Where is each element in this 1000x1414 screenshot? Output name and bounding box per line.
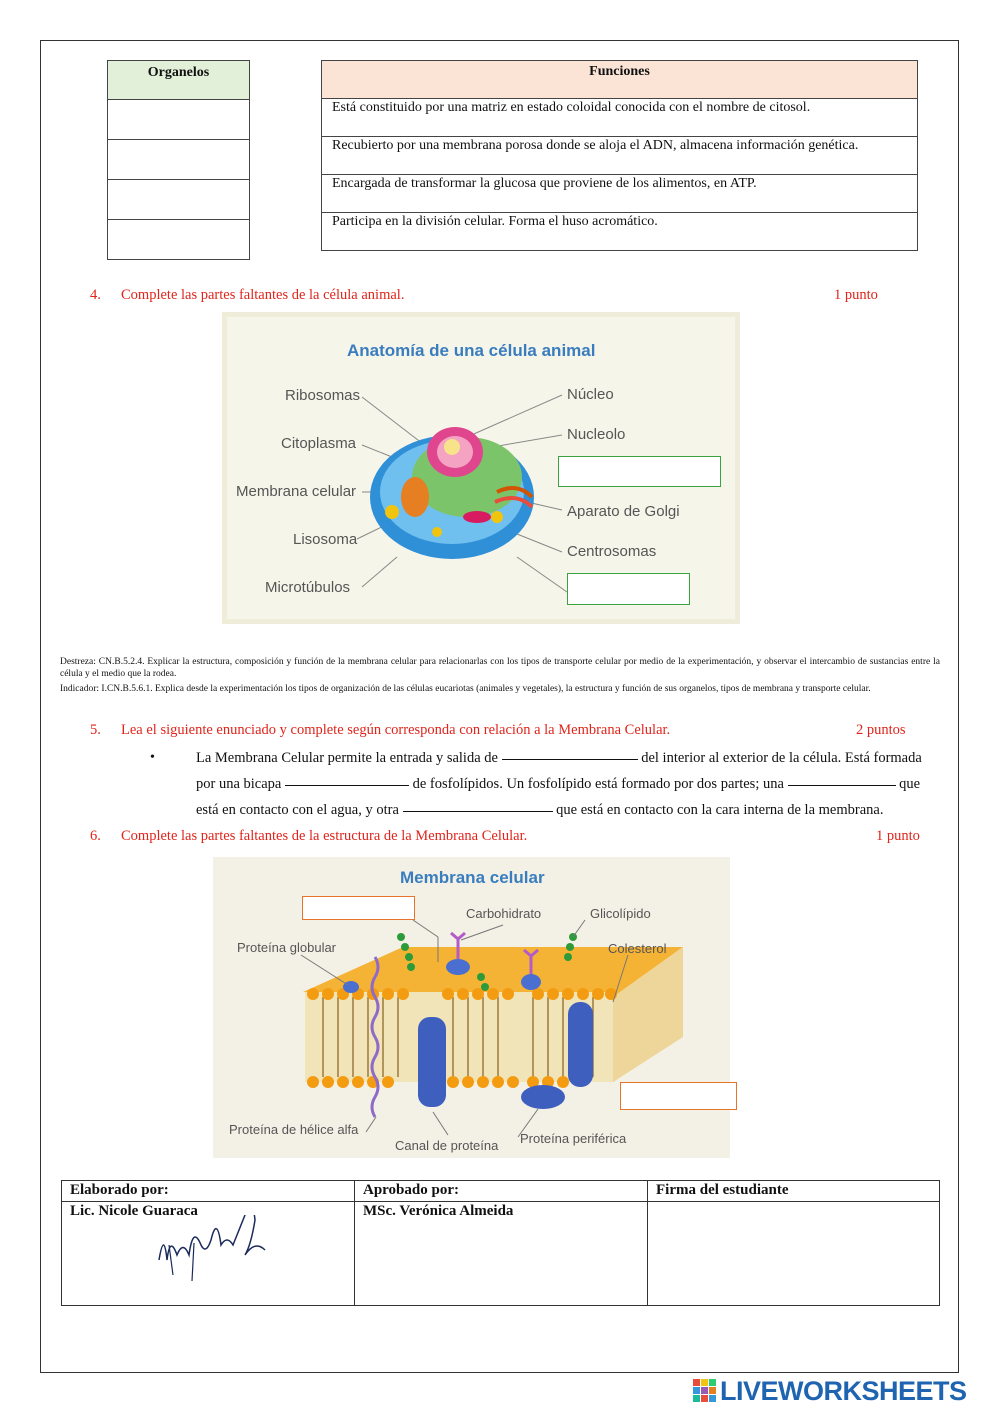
elaborado-name: Lic. Nicole Guaraca bbox=[70, 1203, 198, 1219]
label-aparato-golgi: Aparato de Golgi bbox=[567, 503, 680, 520]
label-proteina-periferica: Proteína periférica bbox=[520, 1131, 627, 1146]
label-nucleolo: Nucleolo bbox=[567, 426, 626, 443]
q5-part-1: La Membrana Celular permite la entrada y salida de bbox=[196, 750, 498, 766]
aprobado-header: Aprobado por: bbox=[355, 1181, 647, 1202]
function-row-3: Encargada de transformar la glucosa que proviene de los alimentos, en ATP. bbox=[321, 175, 918, 213]
organelle-answer-cell-3[interactable] bbox=[107, 180, 250, 220]
cell-answer-input-1[interactable] bbox=[559, 457, 720, 486]
destreza-text: Destreza: CN.B.5.2.4. Explicar la estructura, composición y función de la membrana celular para relacionarlas con los tipos de transporte celular por medio de la experimentación, y observar el intercambio de sustancias entre la célula y el medio que la rodea. bbox=[60, 657, 940, 679]
label-proteina-globular: Proteína globular bbox=[237, 940, 337, 955]
organelle-answer-cell-1[interactable] bbox=[107, 100, 250, 140]
q6-points: 1 punto bbox=[876, 828, 920, 844]
organelle-input-4[interactable] bbox=[108, 220, 249, 259]
label-lisosoma: Lisosoma bbox=[293, 531, 358, 548]
q4-number: 4. bbox=[90, 287, 101, 303]
organelle-input-2[interactable] bbox=[108, 140, 249, 179]
q5-part-6: está en contacto con el agua, y otra bbox=[196, 802, 399, 818]
q5-paragraph bbox=[196, 745, 936, 823]
animal-cell-figure bbox=[222, 312, 740, 624]
liveworksheets-text: LIVEWORKSHEETS bbox=[720, 1375, 967, 1406]
handwritten-signature bbox=[154, 1215, 274, 1285]
label-ribosomas: Ribosomas bbox=[285, 387, 361, 404]
q5-text: Lea el siguiente enunciado y complete según corresponda con relación a la Membrana Celular. bbox=[121, 722, 671, 738]
funciones-header: Funciones bbox=[321, 60, 918, 99]
signature-table bbox=[61, 1180, 940, 1306]
label-carbohidrato: Carbohidrato bbox=[466, 906, 542, 921]
organelles-column bbox=[107, 60, 250, 260]
q5-input-4[interactable] bbox=[403, 803, 553, 817]
organelos-header: Organelos bbox=[107, 60, 250, 100]
q5-bullet: • bbox=[150, 750, 155, 765]
q6-number: 6. bbox=[90, 828, 101, 844]
function-row-2: Recubierto por una membrana porosa donde se aloja el ADN, almacena información genética. bbox=[321, 137, 918, 175]
q5-input-3[interactable] bbox=[788, 777, 896, 791]
q5-part-4: de fosfolípidos. Un fosfolípido está formado por dos partes; una bbox=[412, 776, 784, 792]
functions-column bbox=[321, 60, 918, 251]
aprobado-name: MSc. Verónica Almeida bbox=[363, 1203, 514, 1219]
q5-blank-2[interactable] bbox=[285, 771, 409, 786]
cell-figure-title: Anatomía de una célula animal bbox=[347, 341, 596, 360]
label-colesterol: Colesterol bbox=[608, 941, 667, 956]
indicador-text: Indicador: I.CN.B.5.6.1. Explica desde la experimentación los tipos de organización de las células eucariotas (animales y vegetales), la estructura y función de sus organelos, tipos de membrana y transporte celular. bbox=[60, 684, 871, 694]
q4-text: Complete las partes faltantes de la célula animal. bbox=[121, 287, 405, 303]
liveworksheets-logo bbox=[693, 1376, 967, 1406]
organelle-input-3[interactable] bbox=[108, 180, 249, 219]
q5-blank-3[interactable] bbox=[788, 771, 896, 786]
membrane-answer-input-2[interactable] bbox=[621, 1083, 736, 1109]
label-nucleo: Núcleo bbox=[567, 386, 614, 403]
q5-input-2[interactable] bbox=[285, 777, 409, 791]
q5-input-1[interactable] bbox=[502, 751, 638, 765]
q6-text: Complete las partes faltantes de la estructura de la Membrana Celular. bbox=[121, 828, 528, 844]
liveworksheets-icon bbox=[693, 1379, 717, 1403]
membrane-answer-input-1[interactable] bbox=[303, 897, 414, 919]
function-row-1: Está constituido por una matriz en estado coloidal conocida con el nombre de citosol. bbox=[321, 99, 918, 137]
function-row-4: Participa en la división celular. Forma el huso acromático. bbox=[321, 213, 918, 251]
protein-channel-shape bbox=[418, 1017, 446, 1107]
q5-part-7: que está en contacto con la cara interna de la membrana. bbox=[556, 802, 884, 818]
aprobado-column bbox=[355, 1181, 648, 1305]
organelle-answer-cell-2[interactable] bbox=[107, 140, 250, 180]
q5-part-3: por una bicapa bbox=[196, 776, 282, 792]
label-glicolipido: Glicolípido bbox=[590, 906, 651, 921]
cell-answer-box-2[interactable] bbox=[567, 573, 690, 605]
membrane-figure-title: Membrana celular bbox=[400, 868, 545, 887]
firma-header: Firma del estudiante bbox=[648, 1181, 939, 1202]
q4-points: 1 punto bbox=[834, 287, 878, 303]
cell-answer-box-1[interactable] bbox=[558, 456, 721, 487]
label-citoplasma: Citoplasma bbox=[281, 435, 357, 452]
organelle-input-1[interactable] bbox=[108, 100, 249, 139]
label-microtubulos: Microtúbulos bbox=[265, 579, 351, 596]
label-membrana-celular: Membrana celular bbox=[236, 483, 357, 500]
membrane-answer-box-1[interactable] bbox=[302, 896, 415, 920]
q5-points: 2 puntos bbox=[856, 722, 906, 738]
cell-answer-input-2[interactable] bbox=[568, 574, 689, 604]
elaborado-column bbox=[62, 1181, 355, 1305]
q5-part-2: del interior al exterior de la célula. Está formada bbox=[641, 750, 922, 766]
membrane-illustration bbox=[213, 857, 730, 1158]
label-centrosomas: Centrosomas bbox=[567, 543, 657, 560]
q5-blank-4[interactable] bbox=[403, 797, 553, 812]
q5-number: 5. bbox=[90, 722, 101, 738]
organelle-answer-cell-4[interactable] bbox=[107, 220, 250, 260]
firma-column bbox=[648, 1181, 939, 1305]
q5-blank-1[interactable] bbox=[502, 745, 638, 760]
q5-part-5: que bbox=[899, 776, 921, 792]
label-proteina-helice-alfa: Proteína de hélice alfa bbox=[229, 1122, 359, 1137]
label-canal-proteina: Canal de proteína bbox=[395, 1138, 499, 1153]
elaborado-header: Elaborado por: bbox=[62, 1181, 354, 1202]
membrane-figure bbox=[213, 857, 730, 1158]
membrane-answer-box-2[interactable] bbox=[620, 1082, 737, 1110]
